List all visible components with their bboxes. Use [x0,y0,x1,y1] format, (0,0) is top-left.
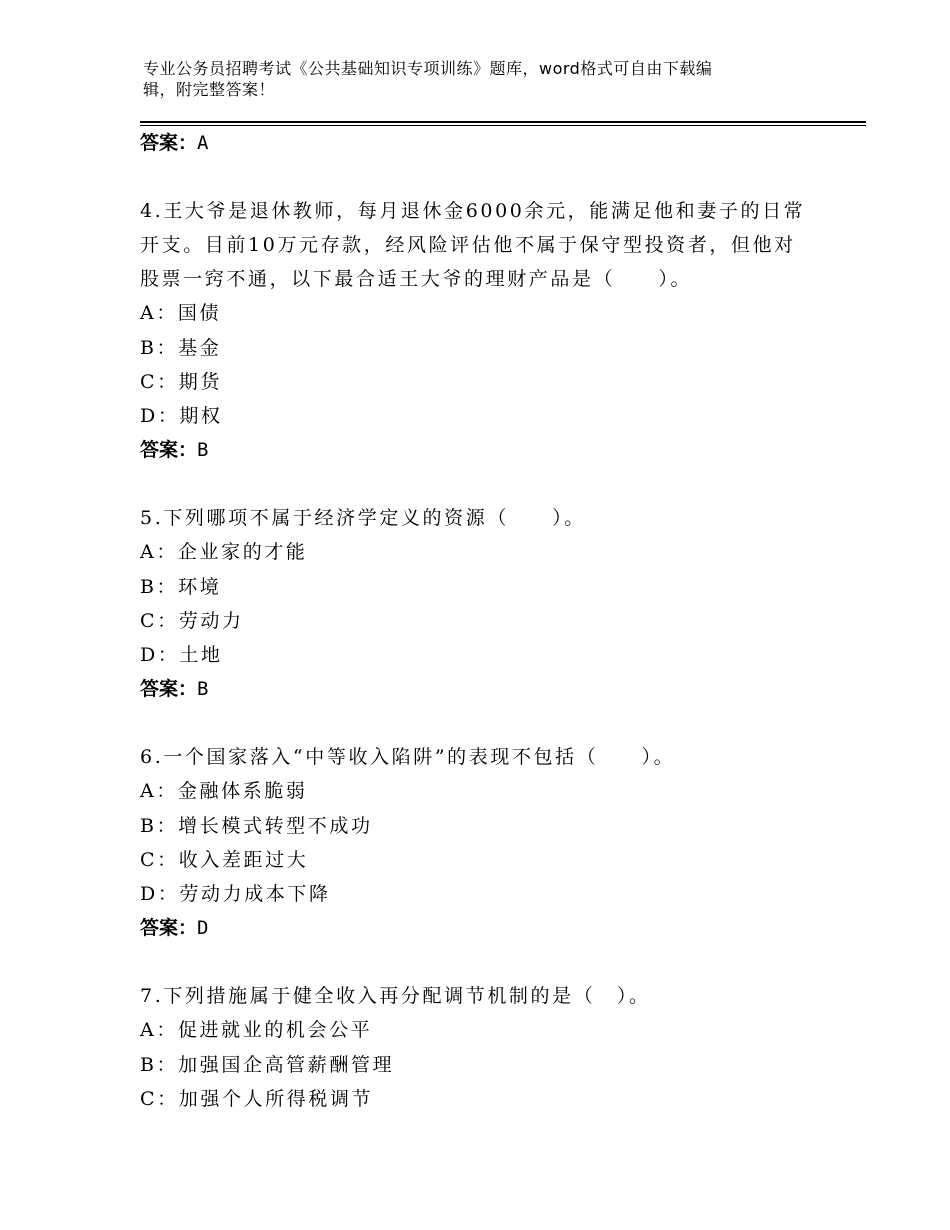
question-6-option-b: B：增长模式转型不成功 [140,815,373,837]
answer-value: A [197,132,209,154]
question-5-option-c: C：劳动力 [140,610,244,632]
question-5-option-b: B：环境 [140,576,222,598]
question-6-option-a: A：金融体系脆弱 [140,780,308,802]
question-5-option-a: A：企业家的才能 [140,541,308,563]
question-7-option-a: A：促进就业的机会公平 [140,1019,373,1041]
question-7-stem-line-1: 7.下列措施属于健全收入再分配调节机制的是（ ）。 [140,985,651,1007]
answer-value: B [197,678,209,700]
question-4-option-b: B：基金 [140,337,222,359]
question-4-option-d: D：期权 [140,405,223,427]
answer-label: 答案： [140,678,198,700]
question-6-stem-line-1: 6.一个国家落入“中等收入陷阱”的表现不包括（ ）。 [140,746,676,768]
question-4-answer [140,433,208,467]
question-5-option-d: D：土地 [140,644,223,666]
header-line-2: 辑，附完整答案！ [143,80,276,99]
answer-label: 答案： [140,439,198,461]
question-4-stem-line-2: 开支。目前10万元存款，经风险评估他不属于保守型投资者，但他对 [140,234,796,256]
answer-label: 答案： [140,917,198,939]
answer-value: D [197,917,209,939]
question-6-option-c: C：收入差距过大 [140,849,309,871]
question-7-option-b: B：加强国企高管薪酬管理 [140,1054,395,1076]
question-7-option-c: C：加强个人所得税调节 [140,1088,374,1110]
question-6-answer [140,911,208,945]
question-5-stem-line-1: 5.下列哪项不属于经济学定义的资源（ ）。 [140,507,586,529]
question-4-option-c: C：期货 [140,371,222,393]
question-6-option-d: D：劳动力成本下降 [140,883,331,905]
header-divider-thick [140,121,866,123]
header-line-1: 专业公务员招聘考试《公共基础知识专项训练》题库，word格式可自由下载编 [143,59,713,78]
question-4-stem-line-3: 股票一窍不通，以下最合适王大爷的理财产品是（ ）。 [140,268,693,290]
answer-label: 答案： [140,132,198,154]
page-header [143,58,793,100]
answer-value: B [197,439,209,461]
question-4-option-a: A：国债 [140,302,222,324]
question-5-answer [140,672,208,706]
header-divider-thin [140,125,866,126]
question-4-stem-line-1: 4.王大爷是退休教师，每月退休金6000余元，能满足他和妻子的日常 [140,200,806,222]
answer-line-prev [140,126,208,160]
